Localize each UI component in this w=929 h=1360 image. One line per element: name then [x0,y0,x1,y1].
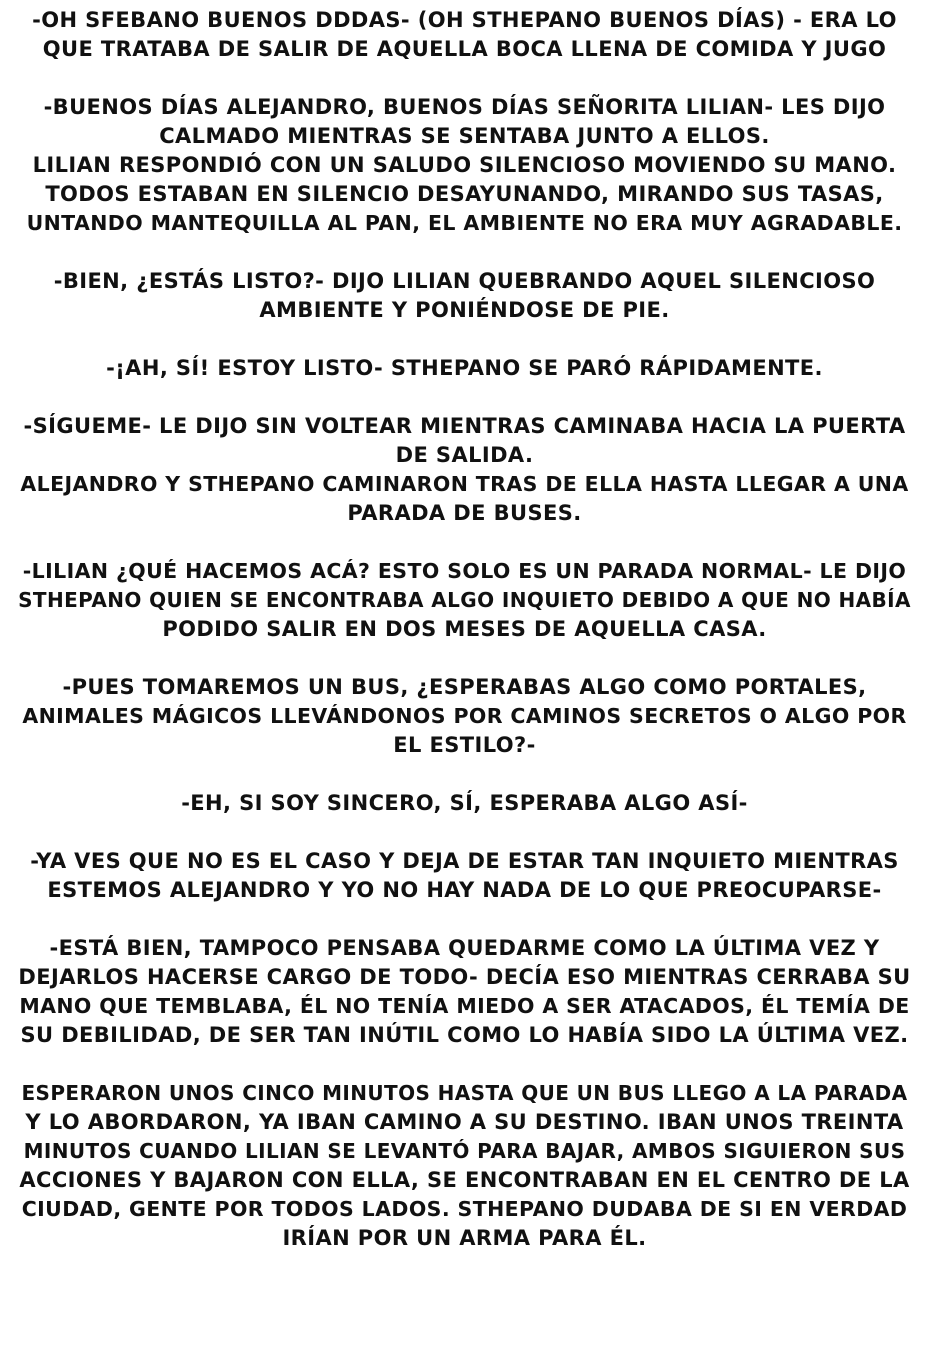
text-line: -SÍGUEME- LE DIJO SIN VOLTEAR MIENTRAS CAMINABA HACIA LA PUERTA [23,414,906,438]
text-line: -BIEN, ¿ESTÁS LISTO?- DIJO LILIAN QUEBRANDO AQUEL SILENCIOSO [53,269,876,293]
text-line: -¡AH, SÍ! ESTOY LISTO- STHEPANO SE PARÓ RÁPIDAMENTE. [106,356,823,380]
paragraph [18,789,911,818]
paragraph [18,6,911,64]
text-line: DE SALIDA. [395,443,534,467]
text-line: UNTANDO MANTEQUILLA AL PAN, EL AMBIENTE NO ERA MUY AGRADABLE. [26,211,903,235]
text-line: PODIDO SALIR EN DOS MESES DE AQUELLA CASA. [162,617,767,641]
text-line: AMBIENTE Y PONIÉNDOSE DE PIE. [259,298,670,322]
text-line: QUE TRATABA DE SALIR DE AQUELLA BOCA LLENA DE COMIDA Y JUGO [42,37,887,61]
paragraph [18,1079,911,1253]
text-line: ESTEMOS ALEJANDRO Y YO NO HAY NADA DE LO QUE PREOCUPARSE- [47,878,882,902]
text-line: STHEPANO QUIEN SE ENCONTRABA ALGO INQUIETO DEBIDO A QUE NO HABÍA [18,588,911,612]
text-line: CALMADO MIENTRAS SE SENTABA JUNTO A ELLOS. [159,124,770,148]
text-line: ESPERARON UNOS CINCO MINUTOS HASTA QUE UN BUS LLEGO A LA PARADA [21,1081,908,1105]
paragraph [18,557,911,644]
text-line: -YA VES QUE NO ES EL CASO Y DEJA DE ESTAR TAN INQUIETO MIENTRAS [30,849,899,873]
paragraph [18,267,911,325]
text-line: DEJARLOS HACERSE CARGO DE TODO- DECÍA ESO MIENTRAS CERRABA SU [18,965,911,989]
text-line: ANIMALES MÁGICOS LLEVÁNDONOS POR CAMINOS SECRETOS O ALGO POR [22,704,907,728]
text-line: PARADA DE BUSES. [347,501,582,525]
paragraph [18,934,911,1050]
paragraph [18,412,911,528]
text-line: MANO QUE TEMBLABA, ÉL NO TENÍA MIEDO A SER ATACADOS, ÉL TEMÍA DE [19,994,910,1018]
text-line: IRÍAN POR UN ARMA PARA ÉL. [282,1226,647,1250]
paragraph [18,354,911,383]
paragraph [18,673,911,760]
text-line: CIUDAD, GENTE POR TODOS LADOS. STHEPANO DUDABA DE SI EN VERDAD [21,1197,908,1221]
text-line: -LILIAN ¿QUÉ HACEMOS ACÁ? ESTO SOLO ES UN PARADA NORMAL- LE DIJO [22,559,907,583]
text-line: LILIAN RESPONDIÓ CON UN SALUDO SILENCIOSO MOVIENDO SU MANO. [32,153,897,177]
paragraph [18,847,911,905]
text-line: SU DEBILIDAD, DE SER TAN INÚTIL COMO LO HABÍA SIDO LA ÚLTIMA VEZ. [20,1023,909,1047]
text-line: EL ESTILO?- [393,733,536,757]
text-line: -OH SFEBANO BUENOS DDDAS- (OH STHEPANO BUENOS DÍAS) - ERA LO [32,8,897,32]
text-line: -EH, SI SOY SINCERO, SÍ, ESPERABA ALGO ASÍ- [181,791,748,815]
text-line: -BUENOS DÍAS ALEJANDRO, BUENOS DÍAS SEÑORITA LILIAN- LES DIJO [43,95,886,119]
text-line: -ESTÁ BIEN, TAMPOCO PENSABA QUEDARME COMO LA ÚLTIMA VEZ Y [49,936,880,960]
text-line: -PUES TOMAREMOS UN BUS, ¿ESPERABAS ALGO COMO PORTALES, [62,675,867,699]
text-line: ALEJANDRO Y STHEPANO CAMINARON TRAS DE ELLA HASTA LLEGAR A UNA [20,472,909,496]
text-line: MINUTOS CUANDO LILIAN SE LEVANTÓ PARA BAJAR, AMBOS SIGUIERON SUS [23,1139,906,1163]
text-line: ACCIONES Y BAJARON CON ELLA, SE ENCONTRABAN EN EL CENTRO DE LA [19,1168,910,1192]
text-line: Y LO ABORDARON, YA IBAN CAMINO A SU DESTINO. IBAN UNOS TREINTA [25,1110,904,1134]
paragraph [18,93,911,238]
text-line: TODOS ESTABAN EN SILENCIO DESAYUNANDO, MIRANDO SUS TASAS, [45,182,884,206]
